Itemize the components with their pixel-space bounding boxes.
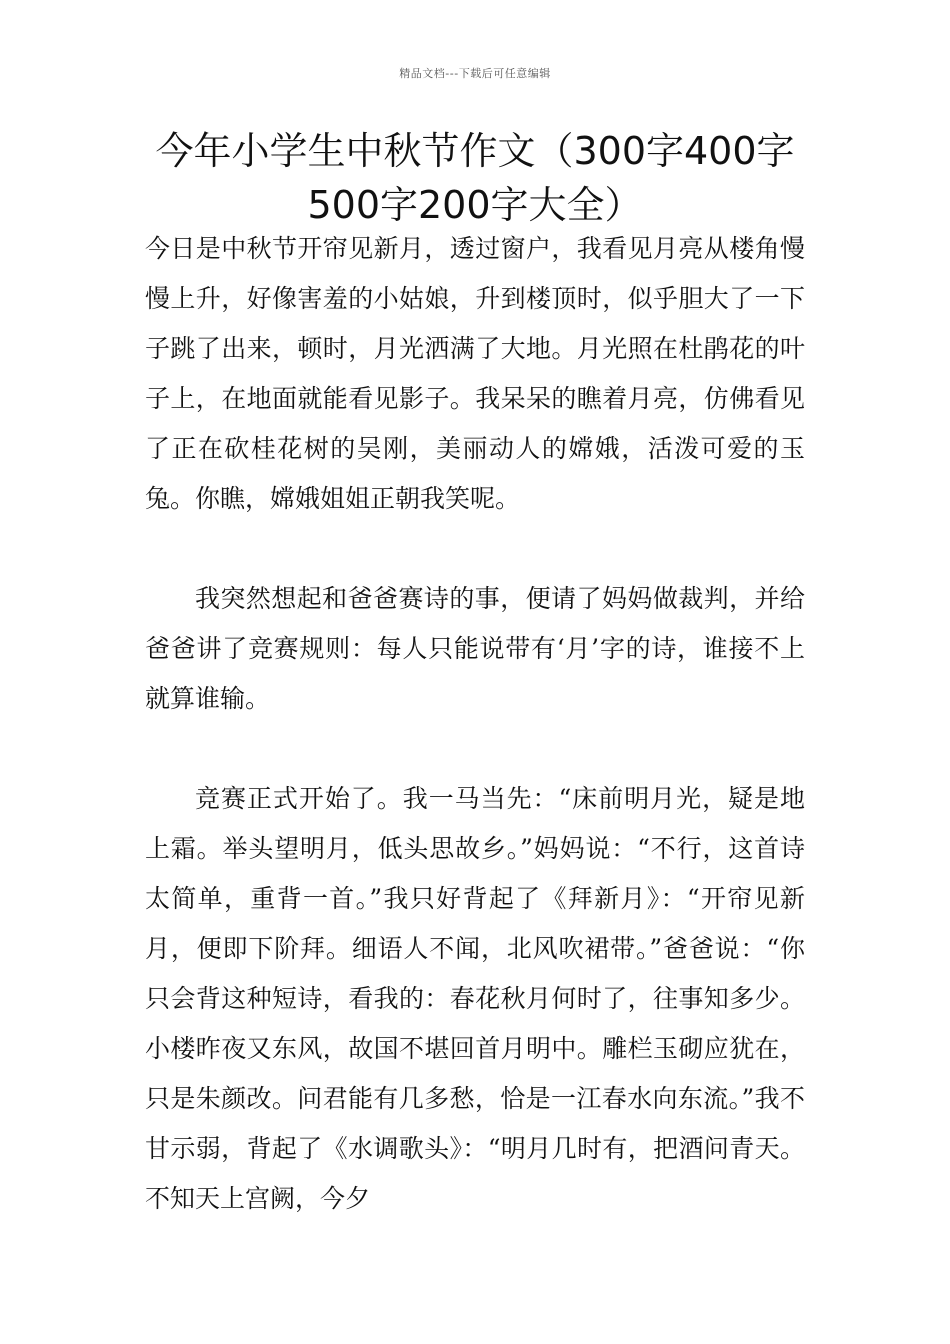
page-header: 精品文档---下载后可任意编辑 <box>399 67 551 80</box>
paragraph-1: 今日是中秋节开帘见新月，透过窗户，我看见月亮从楼角慢慢上升，好像害羞的小姑娘，升到楼顶时，似乎胆大了一下子跳了出来，顿时，月光洒满了大地。月光照在杜鹃花的叶子上，在地面就能看见影子。我呆呆的瞧着月亮，仿佛看见了正在砍桂花树的吴刚，美丽动人的嫦娥，活泼可爱的玉兔。你瞧，嫦娥姐姐正朝我笑呢。 <box>145 234 805 513</box>
document-body <box>145 224 805 1224</box>
paragraph-spacer <box>145 524 805 574</box>
document-title: 今年小学生中秋节作文（300字400字500字200字大全） <box>155 129 795 227</box>
paragraph-2: 我突然想起和爸爸赛诗的事，便请了妈妈做裁判，并给爸爸讲了竞赛规则：每人只能说带有‘月’字的诗，谁接不上就算谁输。 <box>145 584 805 713</box>
paragraph-3: 竞赛正式开始了。我一马当先：“床前明月光，疑是地上霜。举头望明月，低头思故乡。”妈妈说：“不行，这首诗太简单，重背一首。”我只好背起了《拜新月》：“开帘见新月，便即下阶拜。细语人不闻，北风吹裙带。”爸爸说：“你只会背这种短诗，看我的：春花秋月何时了，往事知多少。小楼昨夜又东风，故国不堪回首月明中。雕栏玉砌应犹在，只是朱颜改。问君能有几多愁，恰是一江春水向东流。”我不甘示弱，背起了《水调歌头》：“明月几时有，把酒问青天。不知天上宫阙，今夕 <box>145 784 805 1213</box>
paragraph-spacer <box>145 724 805 774</box>
